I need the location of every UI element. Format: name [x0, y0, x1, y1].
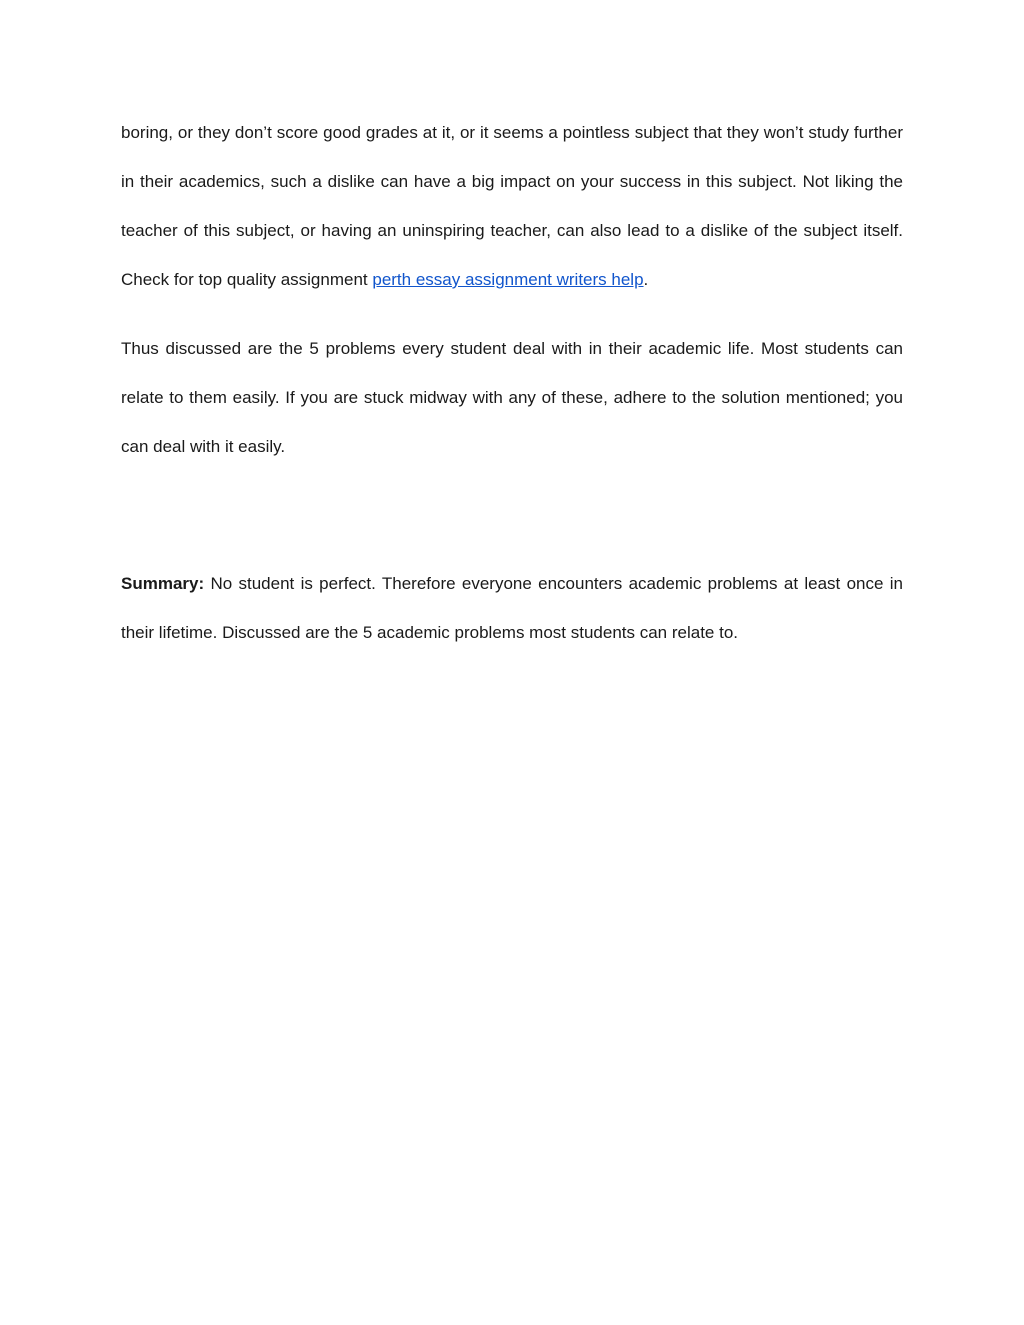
paragraph-end-punctuation: .	[643, 270, 649, 289]
perth-essay-writers-link[interactable]: perth essay assignment writers help	[372, 270, 644, 289]
paragraph-summary	[121, 559, 903, 657]
document-page	[121, 108, 903, 657]
paragraph-dislike-subject	[121, 108, 903, 304]
paragraph-text: boring, or they don’t score good grades at it, or it seems a pointless subject that they won’t study further in their academics, such a dislike can have a big impact on your success in this subject. Not liking the teacher of this subject, or having an uninspiring teacher, can also lead to a dislike of the subject itself. Check for top quality assignment	[121, 123, 903, 289]
summary-label: Summary:	[121, 574, 205, 593]
paragraph-conclusion: Thus discussed are the 5 problems every student deal with in their academic life. Most students can relate to them easily. If you are stuck midway with any of these, adhere to the solution mentioned; you can deal with it easily.	[121, 339, 903, 456]
summary-text: No student is perfect. Therefore everyone encounters academic problems at least once in their lifetime. Discussed are the 5 academic problems most students can relate to.	[121, 574, 903, 642]
